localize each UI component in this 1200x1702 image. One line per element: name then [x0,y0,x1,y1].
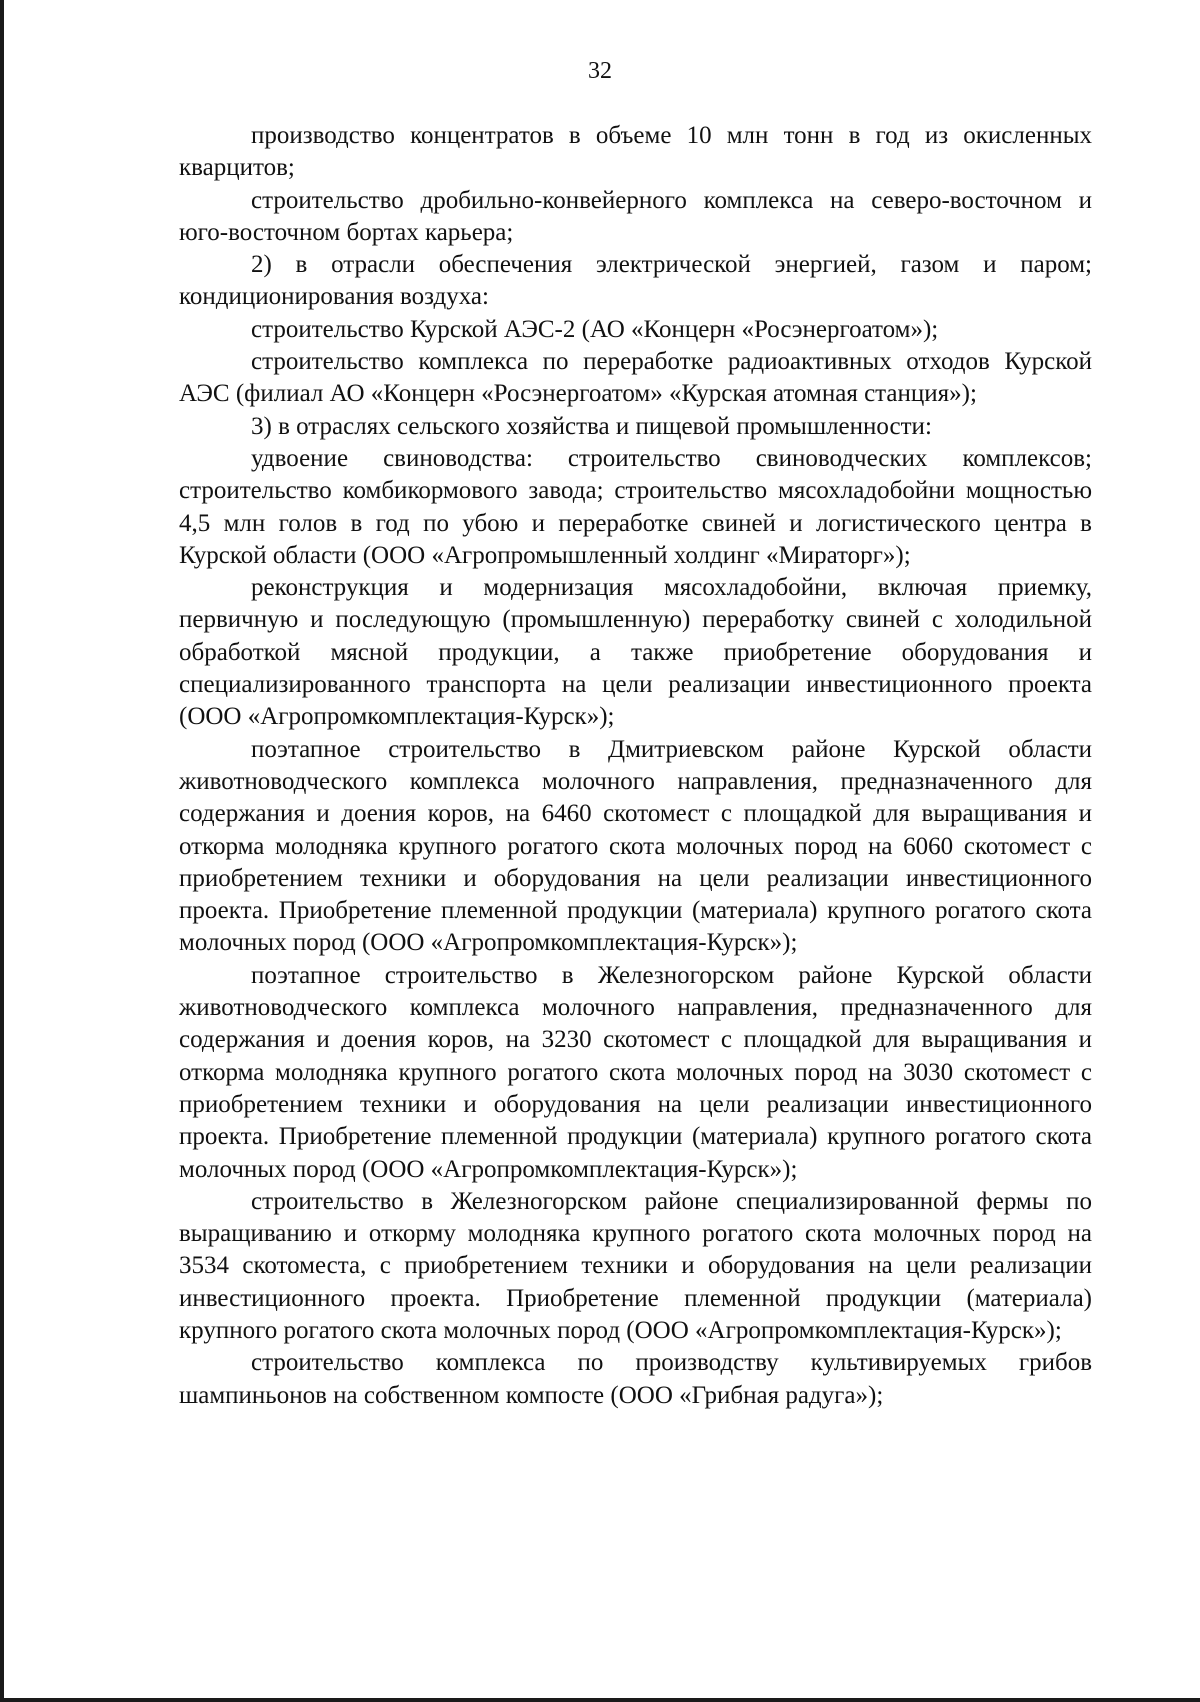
scan-bottom-border [0,1698,1200,1702]
paragraph: строительство дробильно-конвейерного комплекса на северо-восточном и юго-восточном бортах карьера; [179,186,1092,246]
paragraph: строительство в Железногорском районе специализированной фермы по выращиванию и откорму молодняка крупного рогатого скота молочных пород на 3534 скотоместа, с приобретением техники и оборудования на цели реализации инвестиционного проекта. Приобретение племенной продукции (материала) крупного рогатого скота молочных пород (ООО «Агропромкомплектация-Курск»); [179,1187,1092,1344]
paragraph: поэтапное строительство в Железногорском районе Курской области животноводческого комплекса молочного направления, предназначенного для содержания и доения коров, на 3230 скотомест с площадкой для выращивания и откорма молодняка крупного рогатого скота молочных пород на 3030 скотомест с приобретением техники и оборудования на цели реализации инвестиционного проекта. Приобретение племенной продукции (материала) крупного рогатого скота молочных пород (ООО «Агропромкомплектация-Курск»); [179,961,1092,1183]
paragraph: строительство Курской АЭС-2 (АО «Концерн «Росэнергоатом»); [251,315,939,343]
paragraph: удвоение свиноводства: строительство свиноводческих комплексов; строительство комбикормового завода; строительство мясохладобойни мощностью 4,5 млн голов в год по убою и переработке свиней и логистического центра в Курской области (ООО «Агропромышленный холдинг «Мираторг»); [179,444,1092,569]
paragraph: 2) в отрасли обеспечения электрической энергией, газом и паром; кондиционирования воздуха: [179,251,1092,311]
paragraph: поэтапное строительство в Дмитриевском районе Курской области животноводческого комплекса молочного направления, предназначенного для содержания и доения коров, на 6460 скотомест с площадкой для выращивания и откорма молодняка крупного рогатого скота молочных пород на 6060 скотомест с приобретением техники и оборудования на цели реализации инвестиционного проекта. Приобретение племенной продукции (материала) крупного рогатого скота молочных пород (ООО «Агропромкомплектация-Курск»); [179,735,1092,957]
paragraph: строительство комплекса по переработке радиоактивных отходов Курской АЭС (филиал АО «Концерн «Росэнергоатом» «Курская атомная станция»); [179,348,1092,408]
paragraph: реконструкция и модернизация мясохладобойни, включая приемку, первичную и последующую (промышленную) переработку свиней с холодильной обработкой мясной продукции, а также приобретение оборудования и специализированного транспорта на цели реализации инвестиционного проекта (ООО «Агропромкомплектация-Курск»); [179,574,1092,731]
paragraph: производство концентратов в объеме 10 млн тонн в год из окисленных кварцитов; [179,122,1092,182]
paragraph: строительство комплекса по производству культивируемых грибов шампиньонов на собственном компосте (ООО «Грибная радуга»); [179,1349,1092,1409]
paragraph: 3) в отраслях сельского хозяйства и пищевой промышленности: [251,412,932,440]
document-body [179,120,1092,1412]
scan-left-border [0,0,4,1702]
page-number: 32 [588,58,612,84]
